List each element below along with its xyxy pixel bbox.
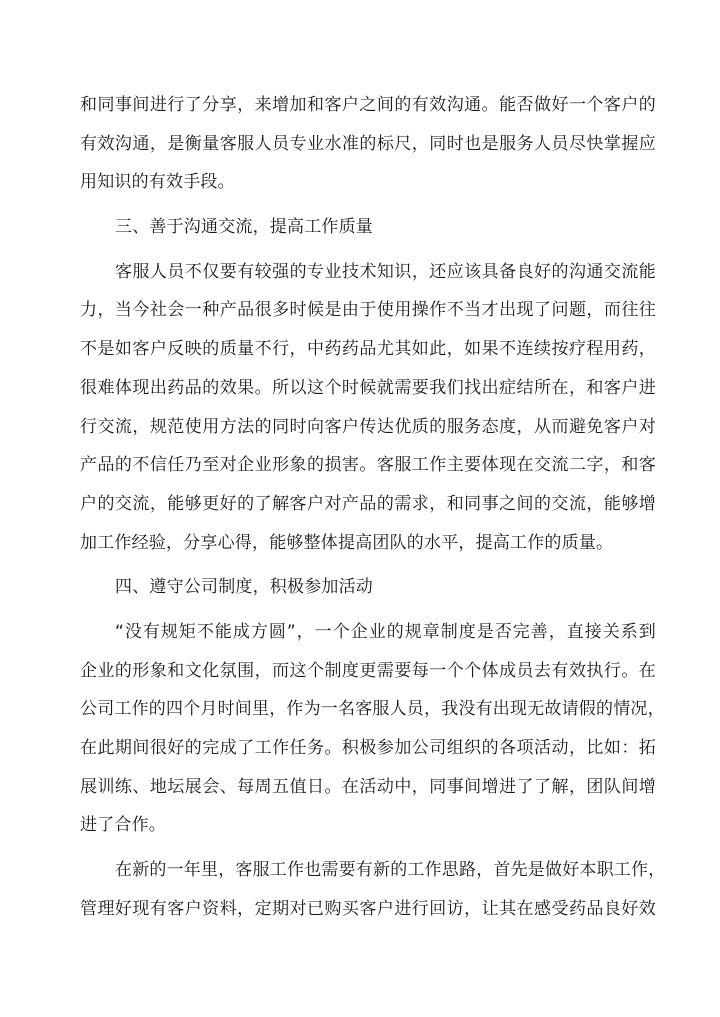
- section-heading-3: 三、善于沟通交流，提高工作质量: [115, 217, 373, 238]
- text-line: 户的交流，能够更好的了解客户对产品的需求，和同事之间的交流，能够增: [80, 493, 656, 514]
- text-line: 行交流，规范使用方法的同时向客户传达优质的服务态度，从而避免客户对: [80, 416, 656, 437]
- text-line: 很难体现出药品的效果。所以这个时候就需要我们找出症结所在，和客户进: [80, 377, 656, 398]
- paragraph-2: [80, 253, 656, 563]
- text-line: “没有规矩不能成方圆”，一个企业的规章制度是否完善，直接关系到: [115, 621, 656, 642]
- paragraph-4: [80, 851, 666, 928]
- text-line: 在新的一年里，客服工作也需要有新的工作思路，首先是做好本职工作，: [115, 860, 666, 881]
- text-line: 展训练、地坛展会、每周五值日。在活动中，同事间增进了了解，团队间增: [80, 776, 656, 797]
- text-line: 在此期间很好的完成了工作任务。积极参加公司组织的各项活动，比如：拓: [80, 738, 656, 758]
- text-line: 用知识的有效手段。: [80, 172, 235, 193]
- text-line: 力，当今社会一种产品很多时候是由于使用操作不当才出现了问题，而往往: [80, 300, 656, 321]
- text-line: 进了合作。: [80, 815, 166, 836]
- text-line: 企业的形象和文化氛围，而这个制度更需要每一个个体成员去有效执行。在: [80, 660, 656, 681]
- text-line: 公司工作的四个月时间里，作为一名客服人员，我没有出现无故请假的情况，: [80, 699, 665, 720]
- text-line: 产品的不信任乃至对企业形象的损害。客服工作主要体现在交流二字，和客: [80, 455, 656, 476]
- section-heading-4: 四、遵守公司制度，积极参加活动: [115, 577, 373, 598]
- text-line: 客服人员不仅要有较强的专业技术知识，还应该具备良好的沟通交流能: [115, 261, 656, 282]
- text-line: 管理好现有客户资料，定期对已购买客户进行回访，让其在感受药品良好效: [80, 898, 656, 919]
- text-line: 不是如客户反映的质量不行，中药药品尤其如此，如果不连续按疗程用药，: [80, 339, 656, 360]
- document-page: [80, 86, 666, 928]
- paragraph-1: [80, 86, 656, 202]
- paragraph-3: [80, 613, 665, 845]
- text-line: 有效沟通，是衡量客服人员专业水准的标尺，同时也是服务人员尽快掌握应: [80, 133, 656, 154]
- text-line: 加工作经验，分享心得，能够整体提高团队的水平，提高工作的质量。: [80, 532, 614, 553]
- text-line: 和同事间进行了分享，来增加和客户之间的有效沟通。能否做好一个客户的: [80, 95, 656, 115]
